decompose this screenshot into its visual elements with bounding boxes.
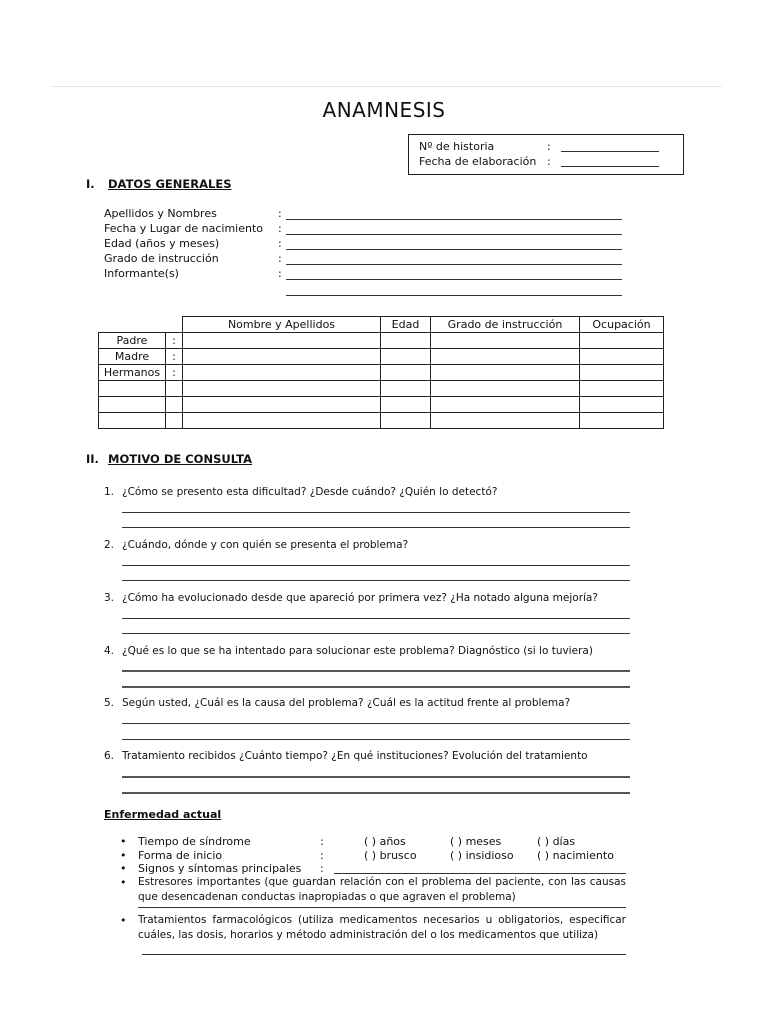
question-text: ¿Cómo ha evolucionado desde que apareció por primera vez? ¿Ha notado alguna mejoría? [122, 592, 598, 604]
informant-field[interactable] [286, 279, 622, 280]
table-cell[interactable] [381, 349, 431, 365]
question-1 [104, 486, 497, 498]
colon-cell: : [166, 333, 183, 349]
colon: : [278, 252, 282, 265]
colon-cell [166, 413, 183, 429]
top-divider [50, 86, 722, 87]
table-row [99, 365, 664, 381]
table-cell[interactable] [381, 413, 431, 429]
column-header: Grado de instrucción [431, 317, 580, 333]
option-days-checkbox[interactable]: ( ) días [537, 835, 576, 848]
section-number: I. [86, 177, 95, 191]
relation-cell: Padre [99, 333, 166, 349]
onset-form-label: Forma de inicio [138, 849, 223, 862]
table-cell[interactable] [183, 381, 381, 397]
column-header: Ocupación [580, 317, 664, 333]
field-label: Edad (años y meses) [104, 237, 220, 250]
table-cell[interactable] [381, 365, 431, 381]
field-label: Apellidos y Nombres [104, 207, 217, 220]
field-row [104, 267, 282, 280]
elaboration-date-row [419, 155, 551, 168]
answer-line[interactable] [122, 723, 630, 724]
field-label: Fecha y Lugar de nacimiento [104, 222, 264, 235]
relation-cell[interactable] [99, 397, 166, 413]
education-field[interactable] [286, 264, 622, 265]
answer-line[interactable] [122, 565, 630, 566]
field-row [104, 252, 282, 265]
table-cell[interactable] [431, 381, 580, 397]
answer-line[interactable] [122, 512, 630, 513]
question-number: 3. [104, 592, 115, 604]
history-number-row [419, 140, 551, 153]
colon: : [278, 267, 282, 280]
table-cell[interactable] [580, 381, 664, 397]
answer-line[interactable] [122, 618, 630, 619]
option-years-checkbox[interactable]: ( ) años [364, 835, 406, 848]
history-number-label: Nº de historia [419, 140, 495, 153]
colon: : [547, 140, 551, 153]
birth-field[interactable] [286, 234, 622, 235]
relation-cell[interactable] [99, 381, 166, 397]
bullet-icon: • [120, 835, 127, 848]
symptoms-label: Signos y síntomas principales [138, 862, 302, 875]
answer-line[interactable] [122, 776, 630, 778]
symptoms-field[interactable] [334, 873, 626, 874]
field-row [104, 237, 282, 250]
table-cell[interactable] [580, 349, 664, 365]
option-insidious-checkbox[interactable]: ( ) insidioso [450, 849, 514, 862]
page-title: ANAMNESIS [322, 98, 446, 122]
name-field[interactable] [286, 219, 622, 220]
medication-field[interactable] [142, 954, 626, 955]
table-header-row [99, 317, 664, 333]
table-cell[interactable] [431, 365, 580, 381]
table-cell[interactable] [580, 413, 664, 429]
colon-cell: : [166, 365, 183, 381]
colon: : [320, 835, 324, 848]
table-cell[interactable] [381, 397, 431, 413]
question-text: ¿Cómo se presento esta dificultad? ¿Desde cuándo? ¿Quién lo detectó? [122, 486, 498, 498]
table-cell[interactable] [580, 333, 664, 349]
medication-text: Tratamientos farmacológicos (utiliza medicamentos necesarios u obligatorios, especificar cuáles, las dosis, horarios y método administración del o los medicamentos que utiliza) [138, 914, 626, 941]
question-5 [104, 697, 570, 709]
informant-extra-line[interactable] [286, 295, 622, 296]
history-number-field[interactable] [561, 151, 659, 152]
table-cell[interactable] [381, 333, 431, 349]
stressors-text: Estresores importantes (que guardan relación con el problema del paciente, con las causas que desencadenan conductas inapropiadas o que agraven el problema) [138, 876, 626, 903]
option-sudden-checkbox[interactable]: ( ) brusco [364, 849, 417, 862]
table-cell[interactable] [580, 365, 664, 381]
section-heading-motivo [86, 452, 252, 466]
question-text: ¿Cuándo, dónde y con quién se presenta el problema? [122, 539, 409, 551]
question-6 [104, 750, 588, 762]
empty-corner [99, 317, 183, 333]
column-header: Nombre y Apellidos [183, 317, 381, 333]
question-2 [104, 539, 408, 551]
colon: : [320, 862, 324, 875]
answer-line[interactable] [122, 792, 630, 794]
bullet-icon: • [120, 876, 127, 889]
question-text: Según usted, ¿Cuál es la causa del problema? ¿Cuál es la actitud frente al problema? [122, 697, 571, 709]
question-number: 1. [104, 486, 115, 498]
field-row [104, 207, 282, 220]
table-cell[interactable] [431, 397, 580, 413]
table-cell[interactable] [183, 413, 381, 429]
section-heading-general [86, 177, 231, 191]
answer-line[interactable] [122, 739, 630, 740]
section-label: MOTIVO DE CONSULTA [108, 452, 252, 466]
field-label: Grado de instrucción [104, 252, 219, 265]
table-cell[interactable] [580, 397, 664, 413]
answer-line[interactable] [122, 633, 630, 634]
answer-line[interactable] [122, 686, 630, 688]
colon: : [278, 207, 282, 220]
colon: : [547, 155, 551, 168]
question-number: 2. [104, 539, 115, 551]
field-label: Informante(s) [104, 267, 179, 280]
question-number: 4. [104, 645, 115, 657]
table-row [99, 397, 664, 413]
table-row [99, 381, 664, 397]
age-field[interactable] [286, 249, 622, 250]
table-cell[interactable] [183, 397, 381, 413]
colon: : [278, 237, 282, 250]
question-text: Tratamiento recibidos ¿Cuánto tiempo? ¿En qué instituciones? Evolución del tratamiento [122, 750, 588, 762]
question-text: ¿Qué es lo que se ha intentado para solucionar este problema? Diagnóstico (si lo tuviera) [122, 645, 593, 657]
field-row [104, 222, 282, 235]
relation-cell[interactable] [99, 413, 166, 429]
bullet-icon: • [120, 849, 127, 862]
colon-cell: : [166, 349, 183, 365]
question-number: 6. [104, 750, 115, 762]
option-birth-checkbox[interactable]: ( ) nacimiento [537, 849, 614, 862]
option-months-checkbox[interactable]: ( ) meses [450, 835, 502, 848]
colon-cell [166, 381, 183, 397]
syndrome-time-label: Tiempo de síndrome [138, 835, 251, 848]
table-cell[interactable] [183, 349, 381, 365]
question-4 [104, 645, 593, 657]
bullet-icon: • [120, 862, 127, 875]
elaboration-date-field[interactable] [561, 166, 659, 167]
table-cell[interactable] [431, 333, 580, 349]
answer-line[interactable] [122, 527, 630, 528]
section-label: DATOS GENERALES [108, 177, 232, 191]
answer-line[interactable] [122, 580, 630, 581]
relation-cell: Hermanos [99, 365, 166, 381]
column-header: Edad [381, 317, 431, 333]
table-cell[interactable] [381, 381, 431, 397]
elaboration-date-label: Fecha de elaboración [419, 155, 537, 168]
family-table [98, 316, 664, 429]
colon-cell [166, 397, 183, 413]
table-row [99, 413, 664, 429]
table-cell[interactable] [431, 413, 580, 429]
question-3 [104, 592, 598, 604]
colon: : [320, 849, 324, 862]
question-number: 5. [104, 697, 115, 709]
current-illness-heading: Enfermedad actual [104, 808, 222, 821]
stressors-field[interactable] [138, 907, 626, 908]
table-cell[interactable] [183, 333, 381, 349]
bullet-icon: • [120, 914, 127, 927]
table-row [99, 333, 664, 349]
history-box [408, 134, 684, 175]
colon: : [278, 222, 282, 235]
table-cell[interactable] [431, 349, 580, 365]
relation-cell: Madre [99, 349, 166, 365]
table-row [99, 349, 664, 365]
section-number: II. [86, 452, 99, 466]
table-cell[interactable] [183, 365, 381, 381]
answer-line[interactable] [122, 670, 630, 672]
